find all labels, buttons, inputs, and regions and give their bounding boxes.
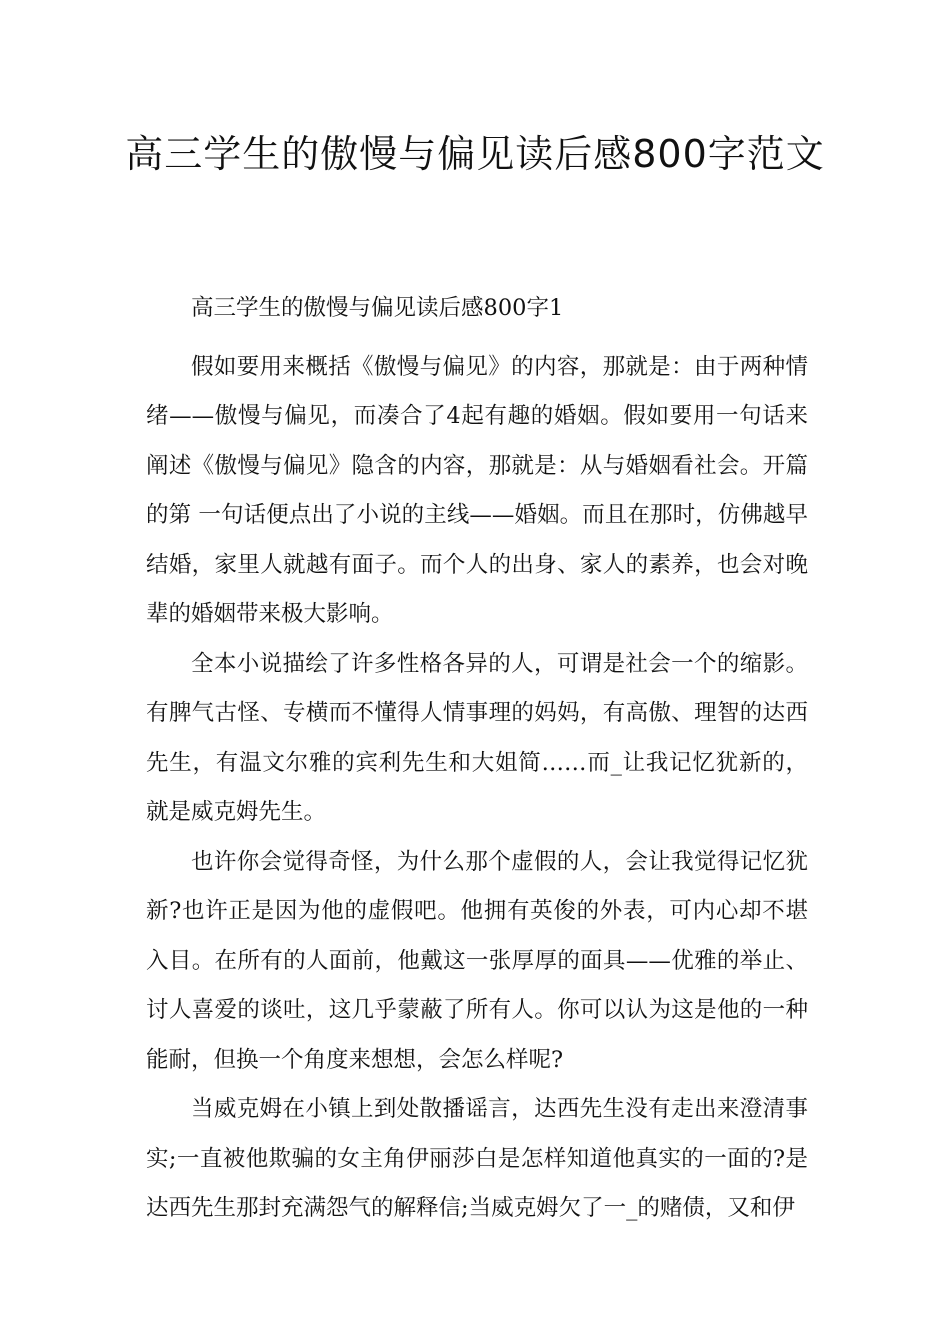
paragraph-4: 当威克姆在小镇上到处散播谣言，达西先生没有走出来澄清事实;一直被他欺骗的女主角伊丽莎白是怎样知道他真实的一面的?是达西先生那封充满怨气的解释信;当威克姆欠了一_的赌债，又和伊 [146,1096,808,1221]
paragraph-3: 也许你会觉得奇怪，为什么那个虚假的人，会让我觉得记忆犹新?也许正是因为他的虚假吧。他拥有英俊的外表，可内心却不堪入目。在所有的人面前，他戴这一张厚厚的面具——优雅的举止、讨人喜爱的谈吐，这几乎蒙蔽了所有人。你可以认为这是他的一种能耐，但换一个角度来想想，会怎么样呢? [146,848,808,1073]
paragraph-2: 全本小说描绘了许多性格各异的人，可谓是社会一个的缩影。有脾气古怪、专横而不懂得人情事理的妈妈，有高傲、理智的达西先生，有温文尔雅的宾利先生和大姐简……而_让我记忆犹新的，就是威克姆先生。 [146,650,808,825]
document-title: 高三学生的傲慢与偏见读后感800字范文 [125,132,825,176]
section-subheading: 高三学生的傲慢与偏见读后感800字1 [191,295,564,321]
document-body [146,284,808,1234]
paragraph-1: 假如要用来概括《傲慢与偏见》的内容，那就是：由于两种情绪——傲慢与偏见，而凑合了4起有趣的婚姻。假如要用一句话来阐述《傲慢与偏见》隐含的内容，那就是：从与婚姻看社会。开篇的第 一句话便点出了小说的主线——婚姻。而且在那时，仿佛越早结婚，家里人就越有面子。而个人的出身、家人的素养，也会对晚辈的婚姻带来极大影响。 [146,353,808,627]
